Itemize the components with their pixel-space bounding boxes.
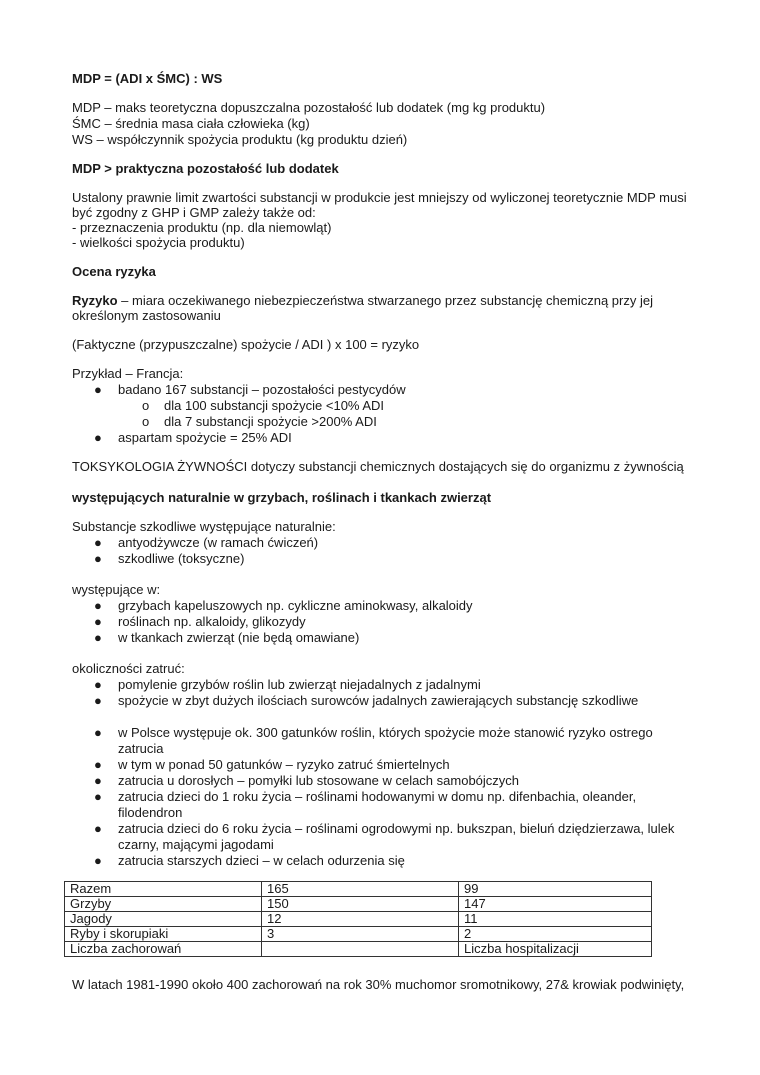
- circumstance-item: zatrucia dzieci do 6 roku życia – roślinami ogrodowymi np. bukszpan, bieluń dziędzierzawa, lulek: [118, 821, 675, 836]
- final-line: W latach 1981-1990 około 400 zachorowań na rok 30% muchomor sromotnikowy, 27& krowiak podwinięty,: [72, 977, 685, 992]
- risk-definition-cont: określonym zastosowaniu: [72, 308, 221, 323]
- risk-heading: Ocena ryzyka: [72, 264, 156, 279]
- example-sub-item: dla 100 substancji spożycie <10% ADI: [164, 398, 385, 413]
- bullet-icon: ●: [94, 789, 102, 804]
- occurring-item: w tkankach zwierząt (nie będą omawiane): [118, 630, 360, 645]
- mdp-paragraph-line: - przeznaczenia produktu (np. dla niemowląt): [72, 220, 332, 235]
- harmful-item: antyodżywcze (w ramach ćwiczeń): [118, 535, 319, 550]
- definition-ws: WS – współczynnik spożycia produktu (kg produktu dzień): [72, 132, 408, 147]
- table-row: [65, 897, 652, 912]
- sub-bullet-icon: o: [142, 414, 150, 429]
- statistics-table: [64, 881, 652, 957]
- table-cell: 11: [459, 912, 652, 927]
- risk-definition-text: – miara oczekiwanego niebezpieczeństwa stwarzanego przez substancję chemiczną przy jej: [117, 293, 653, 308]
- definition-smc: ŚMC – średnia masa ciała człowieka (kg): [72, 116, 310, 131]
- table-cell: Liczba hospitalizacji: [459, 942, 652, 957]
- bullet-icon: ●: [94, 677, 102, 692]
- circumstance-item-cont: zatrucia: [118, 741, 164, 756]
- bullet-icon: ●: [94, 853, 102, 868]
- circumstances-title: okoliczności zatruć:: [72, 661, 185, 676]
- table-cell: 147: [459, 897, 652, 912]
- mdp-paragraph-line: - wielkości spożycia produktu): [72, 235, 245, 250]
- formula-heading: MDP = (ADI x ŚMC) : WS: [72, 71, 223, 86]
- example-sub-item: dla 7 substancji spożycie >200% ADI: [164, 414, 377, 429]
- table-cell: 99: [459, 882, 652, 897]
- circumstance-item: w tym w ponad 50 gatunków – ryzyko zatruć śmiertelnych: [118, 757, 450, 772]
- bullet-icon: ●: [94, 382, 102, 397]
- table-cell: Jagody: [65, 912, 262, 927]
- circumstance-item-cont: filodendron: [118, 805, 183, 820]
- table-cell: Razem: [65, 882, 262, 897]
- bullet-icon: ●: [94, 725, 102, 740]
- harmful-item: szkodliwe (toksyczne): [118, 551, 245, 566]
- example-bullet: aspartam spożycie = 25% ADI: [118, 430, 292, 445]
- bullet-icon: ●: [94, 535, 102, 550]
- toxicology-line: TOKSYKOLOGIA ŻYWNOŚCI dotyczy substancji chemicznych dostających się do organizmu z żywnością: [72, 459, 684, 474]
- table-cell: [262, 942, 459, 957]
- bullet-icon: ●: [94, 430, 102, 445]
- natural-heading: występujących naturalnie w grzybach, roślinach i tkankach zwierząt: [72, 490, 492, 505]
- table-cell: Liczba zachorowań: [65, 942, 262, 957]
- table-row: [65, 942, 652, 957]
- definition-mdp: MDP – maks teoretyczna dopuszczalna pozostałość lub dodatek (mg kg produktu): [72, 100, 546, 115]
- table-cell: 150: [262, 897, 459, 912]
- circumstance-item: zatrucia u dorosłych – pomyłki lub stosowane w celach samobójczych: [118, 773, 520, 788]
- table-cell: 12: [262, 912, 459, 927]
- occurring-title: występujące w:: [72, 582, 161, 597]
- risk-definition: [72, 293, 653, 309]
- table-cell: 165: [262, 882, 459, 897]
- circumstance-item: zatrucia starszych dzieci – w celach odurzenia się: [118, 853, 405, 868]
- risk-formula: (Faktyczne (przypuszczalne) spożycie / ADI ) x 100 = ryzyko: [72, 337, 420, 352]
- table-row: [65, 882, 652, 897]
- mdp-paragraph-line: być zgodny z GHP i GMP zależy także od:: [72, 205, 316, 220]
- table-cell: 3: [262, 927, 459, 942]
- bullet-icon: ●: [94, 630, 102, 645]
- circumstance-item: zatrucia dzieci do 1 roku życia – roślinami hodowanymi w domu np. difenbachia, oleander,: [118, 789, 637, 804]
- table-cell: Ryby i skorupiaki: [65, 927, 262, 942]
- example-title: Przykład – Francja:: [72, 366, 184, 381]
- bullet-icon: ●: [94, 693, 102, 708]
- circumstance-item-cont: czarny, mającymi jagodami: [118, 837, 274, 852]
- bullet-icon: ●: [94, 757, 102, 772]
- table-cell: 2: [459, 927, 652, 942]
- table-row: [65, 927, 652, 942]
- bullet-icon: ●: [94, 821, 102, 836]
- mdp-heading: MDP > praktyczna pozostałość lub dodatek: [72, 161, 339, 176]
- bullet-icon: ●: [94, 773, 102, 788]
- circumstance-item: pomylenie grzybów roślin lub zwierząt niejadalnych z jadalnymi: [118, 677, 481, 692]
- circumstance-item: w Polsce występuje ok. 300 gatunków roślin, których spożycie może stanowić ryzyko ostrego: [118, 725, 653, 740]
- occurring-item: roślinach np. alkaloidy, glikozydy: [118, 614, 306, 629]
- table-row: [65, 912, 652, 927]
- sub-bullet-icon: o: [142, 398, 150, 413]
- harmful-title: Substancje szkodliwe występujące naturalnie:: [72, 519, 336, 534]
- example-bullet: badano 167 substancji – pozostałości pestycydów: [118, 382, 406, 397]
- bullet-icon: ●: [94, 614, 102, 629]
- risk-term: Ryzyko: [72, 293, 118, 308]
- mdp-paragraph-line: Ustalony prawnie limit zwartości substancji w produkcie jest mniejszy od wyliczonej teoretycznie MDP musi: [72, 190, 687, 205]
- occurring-item: grzybach kapeluszowych np. cykliczne aminokwasy, alkaloidy: [118, 598, 473, 613]
- bullet-icon: ●: [94, 551, 102, 566]
- table-cell: Grzyby: [65, 897, 262, 912]
- bullet-icon: ●: [94, 598, 102, 613]
- circumstance-item: spożycie w zbyt dużych ilościach surowców jadalnych zawierających substancję szkodliwe: [118, 693, 639, 708]
